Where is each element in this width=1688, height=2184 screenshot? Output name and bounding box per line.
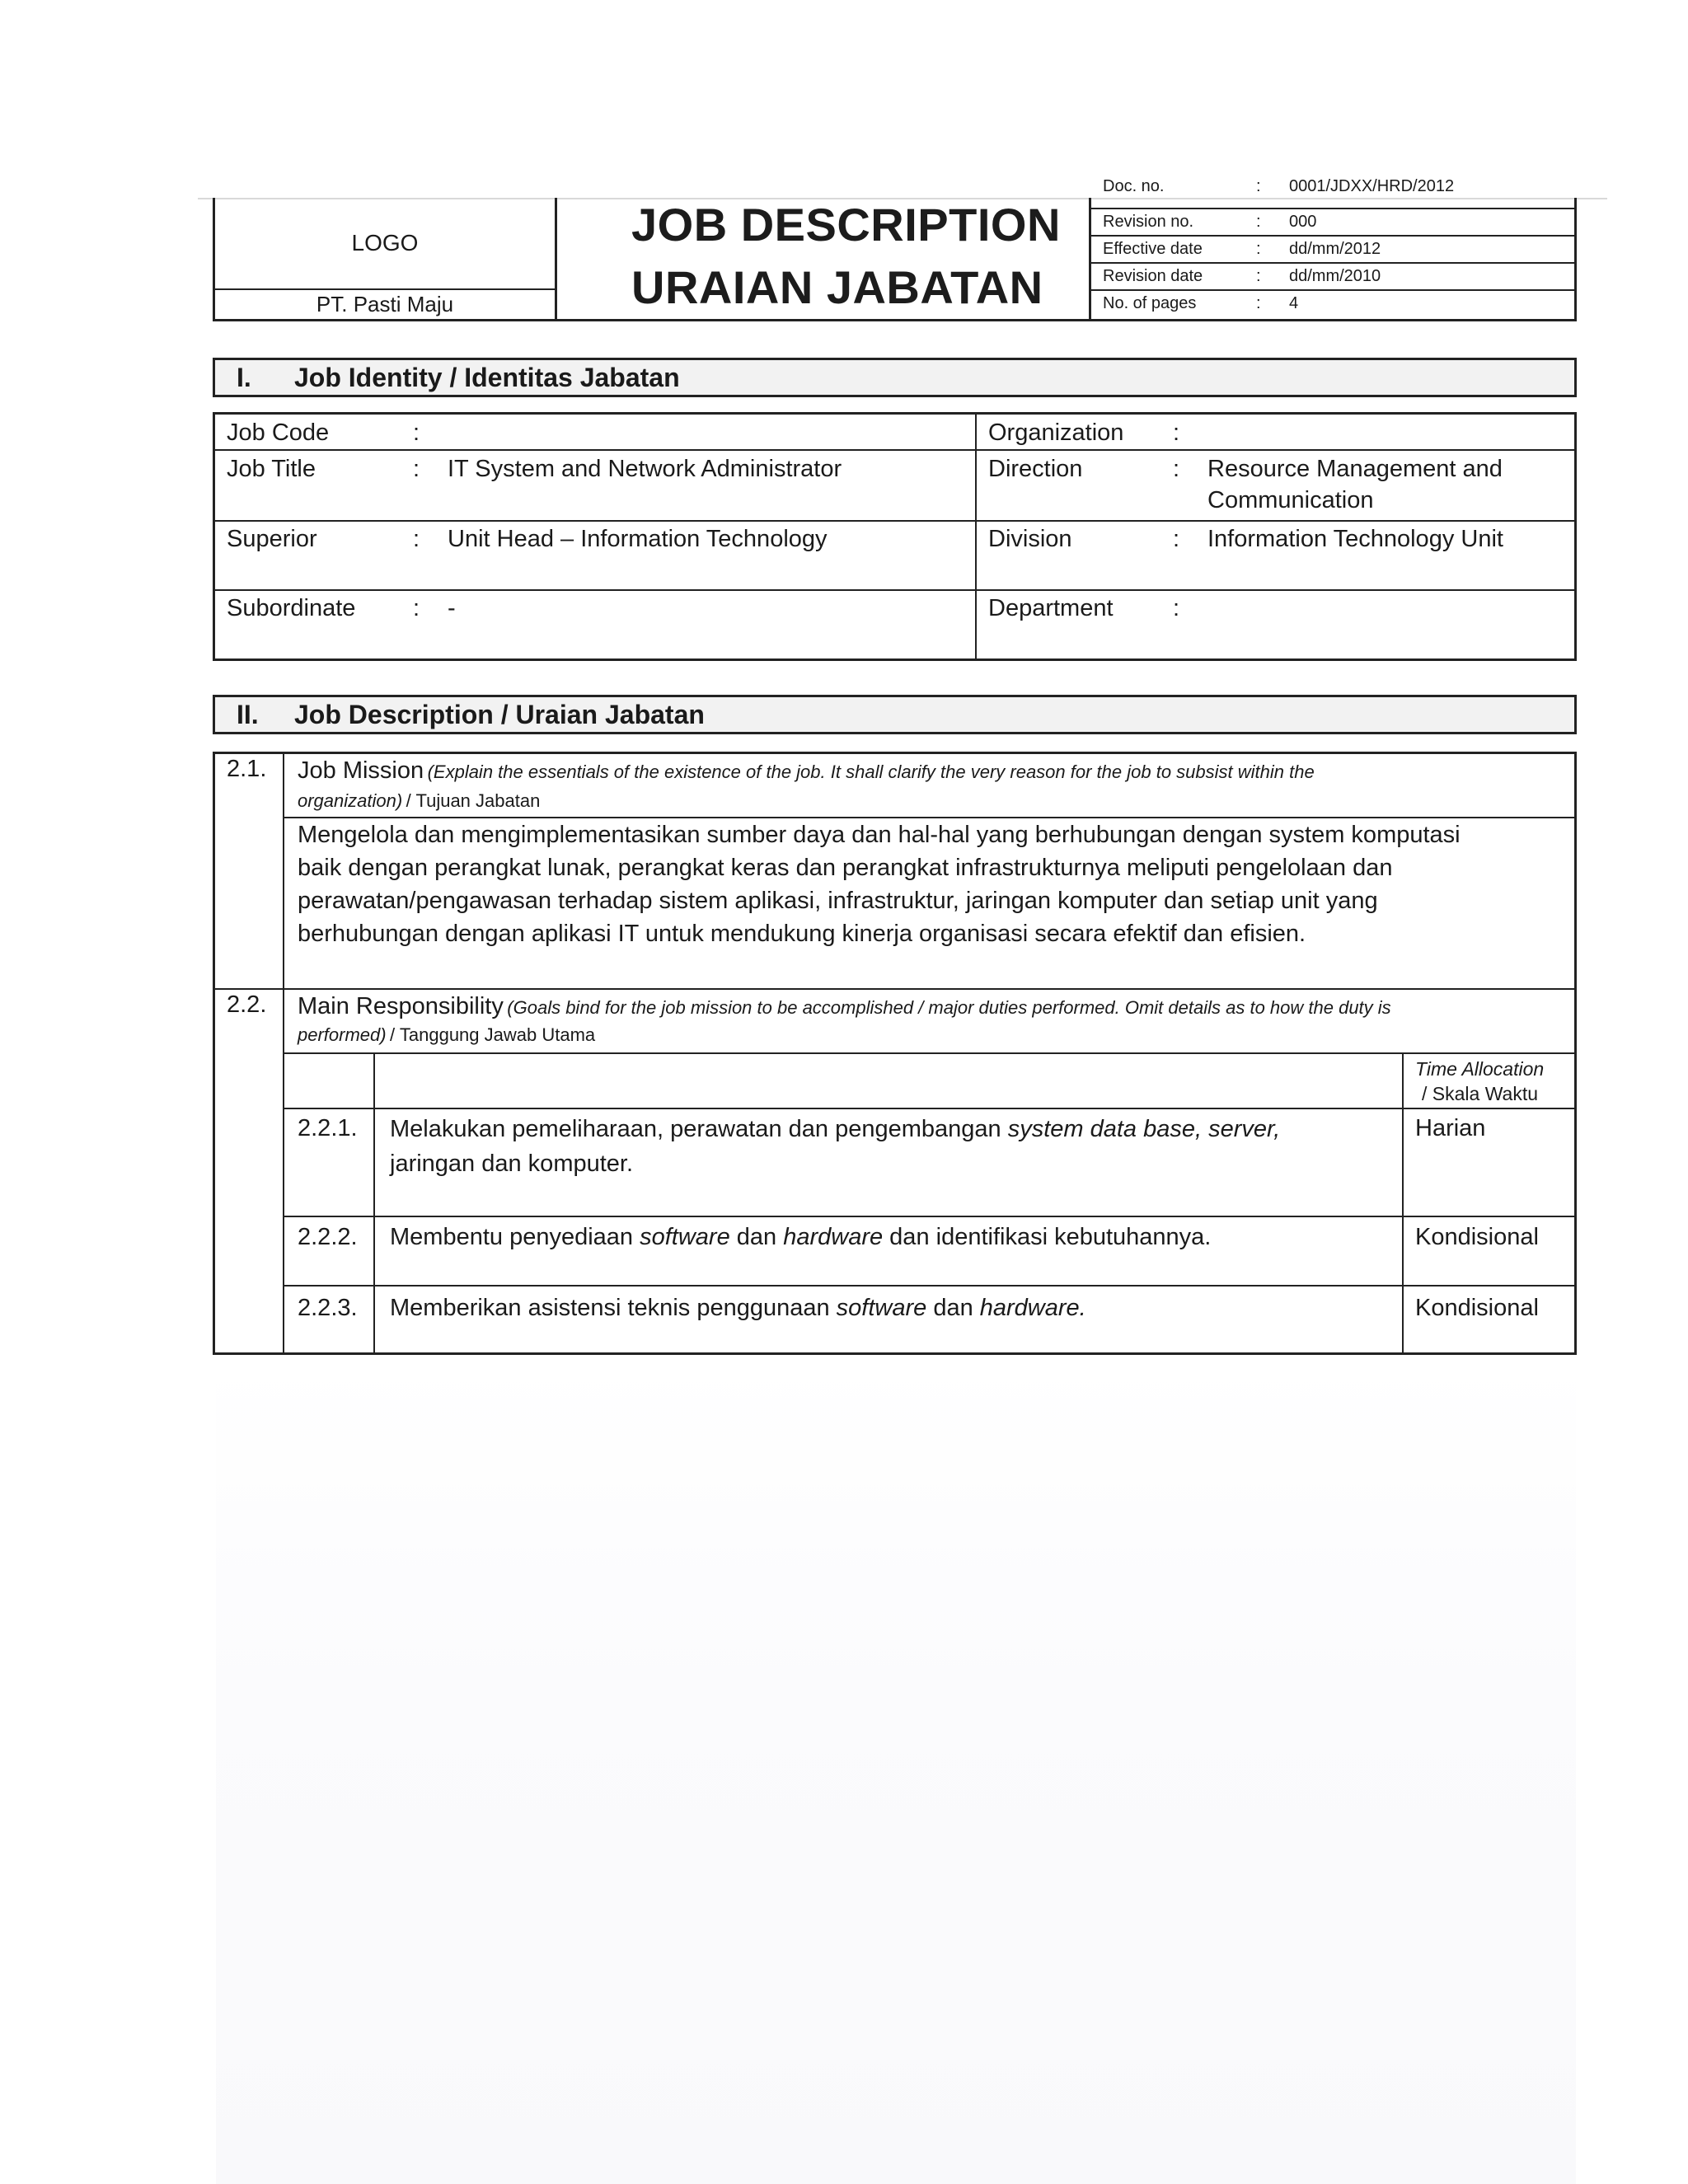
row-divider: [283, 1285, 1577, 1286]
job-identity-table: [213, 412, 1577, 661]
document-header: [213, 177, 1577, 321]
row-divider: [215, 988, 1574, 990]
organization-label: Organization: [988, 419, 1124, 446]
job-title-value: IT System and Network Administrator: [448, 456, 842, 482]
time-allocation-label: Time Allocation: [1415, 1058, 1545, 1080]
responsibility-item-text: [390, 1291, 1395, 1324]
responsibility-item-time: Kondisional: [1415, 1224, 1539, 1250]
section-header-job-identity: [213, 358, 1577, 397]
mission-note: (Explain the essentials of the existence of the job. It shall clarify the very reason for the job to subsist within the: [427, 762, 1315, 782]
job-title-colon: :: [413, 456, 420, 482]
logo-placeholder: [213, 198, 557, 290]
row-divider: [215, 589, 1574, 591]
superior-colon: :: [413, 526, 420, 552]
mission-line: berhubungan dengan aplikasi IT untuk mendukung kinerja organisasi secara efektif dan efisien.: [298, 921, 1306, 947]
title-indonesian: URAIAN JABATAN: [631, 261, 1043, 313]
superior-value: Unit Head – Information Technology: [448, 526, 828, 552]
item-text-part: dan: [729, 1224, 784, 1250]
meta-row-revision-no: [1091, 209, 1574, 237]
section-title: Job Identity / Identitas Jabatan: [294, 363, 680, 392]
row-divider: [283, 1052, 1577, 1054]
mission-description: [298, 818, 1567, 950]
subordinate-label: Subordinate: [227, 595, 356, 621]
item-text-italic: hardware: [783, 1224, 884, 1250]
time-allocation-label-indonesian: / Skala Waktu: [1422, 1083, 1539, 1104]
document-meta-table: [1089, 177, 1577, 321]
item-text-part: dan: [926, 1295, 980, 1321]
job-description-table: [213, 752, 1577, 1355]
section-title: Job Description / Uraian Jabatan: [294, 700, 705, 729]
mission-heading-line2: [298, 787, 540, 818]
logo-text: LOGO: [351, 230, 419, 255]
responsibility-item-number: 2.2.3.: [298, 1295, 358, 1321]
meta-row-effective-date: [1091, 237, 1574, 264]
section-header-job-description: [213, 695, 1577, 734]
item-text-part: Membentu penyediaan: [390, 1224, 640, 1250]
title-english: JOB DESCRIPTION: [631, 199, 1061, 251]
department-colon: :: [1173, 595, 1180, 621]
item-text-italic: software: [836, 1295, 927, 1321]
mission-number: 2.1.: [227, 756, 267, 782]
column-divider: [1402, 1053, 1404, 1355]
item-text-italic: software: [640, 1224, 730, 1250]
meta-row-no-of-pages: [1091, 291, 1574, 318]
item-text-part: Memberikan asistensi teknis penggunaan: [390, 1295, 837, 1321]
meta-label: Revision no.: [1103, 213, 1194, 231]
meta-colon: :: [1256, 267, 1261, 285]
responsibility-label-indonesian: / Tanggung Jawab Utama: [390, 1024, 596, 1045]
subordinate-colon: :: [413, 595, 420, 621]
meta-value: 000: [1289, 213, 1317, 231]
division-label: Division: [988, 526, 1072, 552]
job-code-colon: :: [413, 419, 420, 446]
meta-label: Effective date: [1103, 240, 1203, 258]
responsibility-note-continued: performed): [298, 1024, 387, 1045]
direction-label: Direction: [988, 456, 1083, 482]
mission-line: perawatan/pengawasan terhadap sistem aplikasi, infrastruktur, jaringan komputer dan setiap unit yang: [298, 888, 1378, 914]
mission-label-indonesian: / Tujuan Jabatan: [406, 790, 541, 811]
direction-value: Resource Management and: [1207, 456, 1503, 482]
item-text-part: jaringan dan komputer.: [390, 1151, 634, 1177]
superior-label: Superior: [227, 526, 317, 552]
row-divider: [215, 520, 1574, 522]
responsibility-item-text: [390, 1221, 1395, 1254]
meta-value: dd/mm/2010: [1289, 267, 1381, 285]
job-title-label: Job Title: [227, 456, 316, 482]
item-text-part: Melakukan pemeliharaan, perawatan dan pengembangan: [390, 1116, 1008, 1142]
responsibility-item-number: 2.2.1.: [298, 1115, 358, 1141]
responsibility-heading-line2: [298, 1021, 595, 1052]
responsibility-item-number: 2.2.2.: [298, 1224, 358, 1250]
column-divider: [975, 415, 977, 658]
meta-value: 4: [1289, 294, 1299, 312]
row-divider: [215, 449, 1574, 451]
meta-colon: :: [1256, 213, 1261, 231]
meta-value: dd/mm/2012: [1289, 240, 1381, 258]
meta-colon: :: [1256, 294, 1261, 312]
mission-line: Mengelola dan mengimplementasikan sumber daya dan hal-hal yang berhubungan dengan system komputasi: [298, 822, 1461, 848]
responsibility-item-time: Harian: [1415, 1115, 1486, 1141]
mission-note-continued: organization): [298, 790, 403, 811]
section-number: II.: [237, 700, 259, 729]
division-colon: :: [1173, 526, 1180, 552]
meta-colon: :: [1256, 240, 1261, 258]
mission-label: Job Mission: [298, 757, 424, 784]
page-background: [216, 1360, 1576, 2184]
meta-row-revision-date: [1091, 264, 1574, 291]
time-allocation-header: [1415, 1057, 1544, 1106]
responsibility-label: Main Responsibility: [298, 993, 504, 1019]
mission-line: baik dengan perangkat lunak, perangkat keras dan perangkat infrastrukturnya meliputi pengelolaan dan: [298, 855, 1393, 881]
row-divider: [283, 1216, 1577, 1217]
company-name-text: PT. Pasti Maju: [316, 292, 454, 316]
subordinate-value: -: [448, 595, 456, 621]
meta-label: Revision date: [1103, 267, 1203, 285]
responsibility-note: (Goals bind for the job mission to be accomplished / major duties performed. Omit details as to how the duty is: [507, 997, 1391, 1018]
row-divider: [283, 1108, 1577, 1109]
column-divider: [373, 1053, 375, 1355]
responsibility-heading: [298, 991, 1571, 1025]
item-text-italic: system data base, server,: [1007, 1116, 1281, 1142]
item-text-italic: hardware.: [979, 1295, 1086, 1321]
meta-label: No. of pages: [1103, 294, 1197, 312]
item-text-part: dan identifikasi kebutuhannya.: [883, 1224, 1212, 1250]
responsibility-item-text: [390, 1112, 1395, 1181]
section-number: I.: [237, 363, 251, 392]
company-name: [213, 290, 557, 321]
responsibility-number: 2.2.: [227, 991, 267, 1018]
meta-row-doc-no: Doc. no. : 0001/JDXX/HRD/2012: [1091, 198, 1574, 209]
mission-heading: [298, 756, 1571, 790]
job-code-label: Job Code: [227, 419, 330, 446]
responsibility-item-time: Kondisional: [1415, 1295, 1539, 1321]
division-value: Information Technology Unit: [1207, 526, 1503, 552]
organization-colon: :: [1173, 419, 1180, 446]
department-label: Department: [988, 595, 1114, 621]
direction-colon: :: [1173, 456, 1180, 482]
direction-value-line2: Communication: [1207, 487, 1374, 513]
